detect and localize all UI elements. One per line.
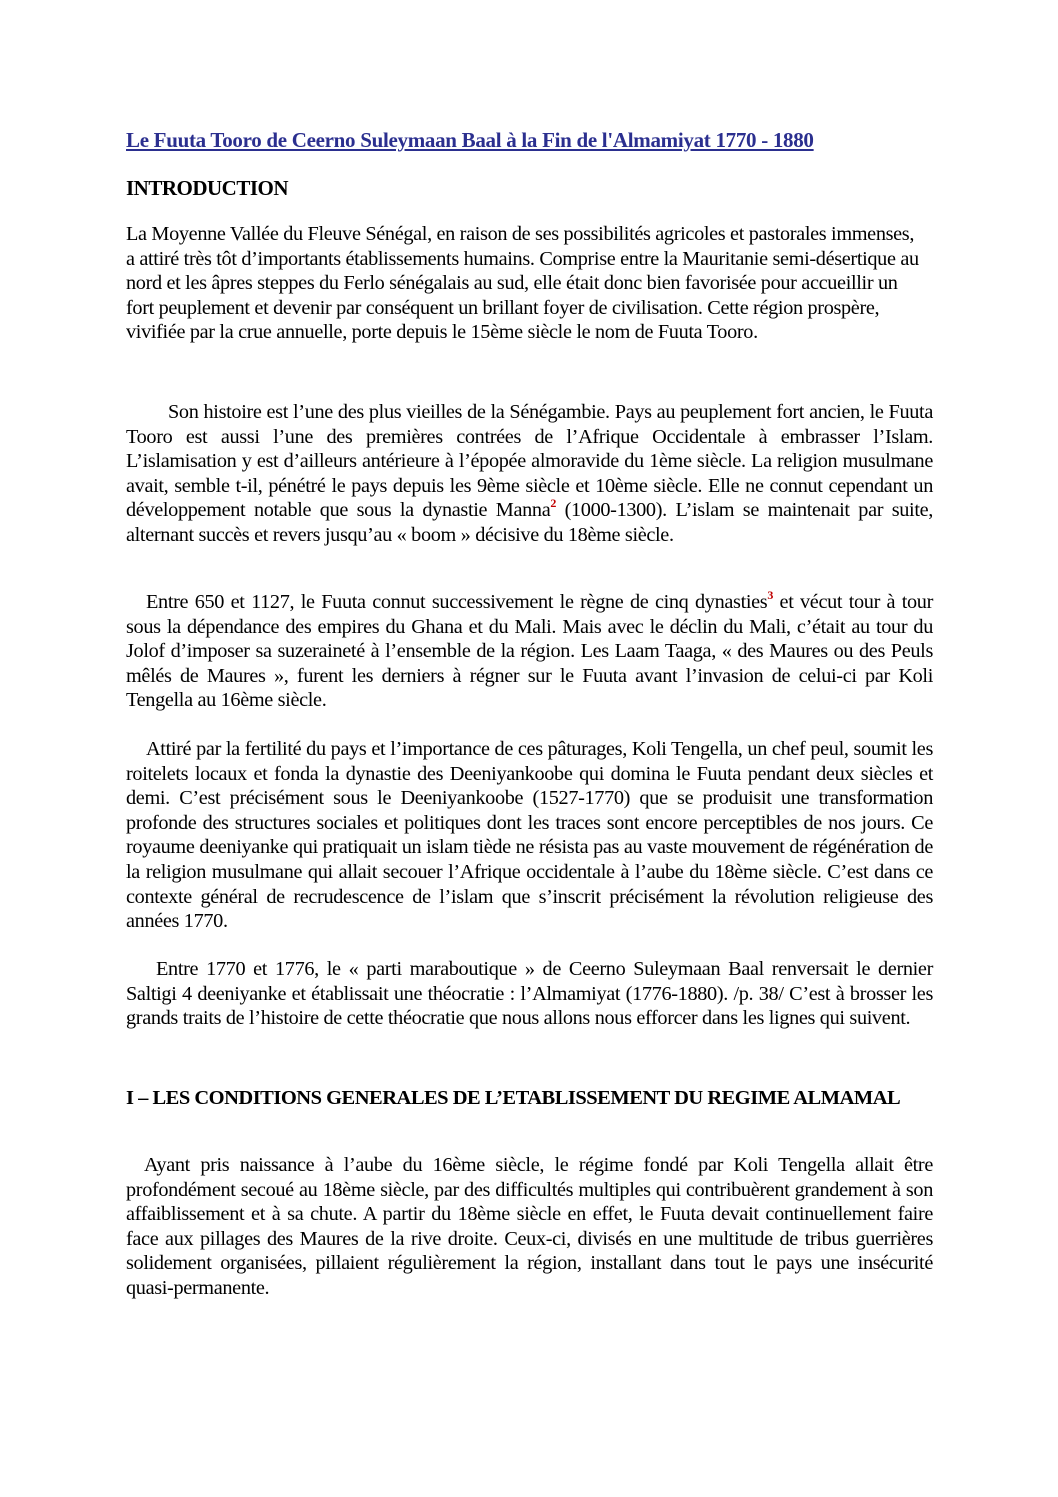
paragraph-2-text-a: Son histoire est l’une des plus vieilles de la Sénégambie. Pays au peuplement fort ancien, le Fuuta Tooro est aussi l’une des premières contrées de l’Afrique Occidentale à embrasser l’Islam. L’islamisation y est d’ailleurs antérieure à l’épopée almoravide du 1ème siècle. La religion musulmane avait, semble t-il, pénétré le pays depuis les 9ème siècle et 10ème siècle. Elle ne connut cependant un développement notable que sous la dynastie Manna [126,401,933,522]
paragraph-3-text-b: et vécut tour à tour sous la dépendance des empires du Ghana et du Mali. Mais avec le déclin du Mali, c’était au tour du Jolof d’imposer sa suzeraineté à l’ensemble de la région. Les Laam Taaga, « des Maures ou des Peuls mêlés de Maures », furent les derniers à régner sur le Fuuta avant l’invasion de celui-ci par Koli Tengella au 16ème siècle. [126,591,933,712]
section-heading-introduction: INTRODUCTION [126,176,289,200]
paragraph-3 [126,590,933,713]
section-heading-1: I – LES CONDITIONS GENERALES DE L’ETABLISSEMENT DU REGIME ALMAMAL [126,1087,901,1109]
paragraph-1: La Moyenne Vallée du Fleuve Sénégal, en raison de ses possibilités agricoles et pastorales immenses, a attiré très tôt d’importants établissements humains. Comprise entre la Mauritanie semi-désertique au nord et les âpres steppes du Ferlo sénégalais au sud, elle était donc bien favorisée pour accueillir un fort peuplement et devenir par conséquent un brillant foyer de civilisation. Cette région prospère, vivifiée par la crue annuelle, porte depuis le 15ème siècle le nom de Fuuta Tooro. [126,223,919,344]
footnote-ref-2[interactable]: 2 [550,496,556,511]
paragraph-6: Ayant pris naissance à l’aube du 16ème siècle, le régime fondé par Koli Tengella allait être profondément secoué au 18ème siècle, par des difficultés multiples qui contribuèrent grandement à son affaiblissement et à sa chute. A partir du 18ème siècle en effet, le Fuuta devait continuellement faire face aux pillages des Maures de la rive droite. Ceux-ci, divisés en une multitude de tribus guerrières solidement organisées, pillaient régulièrement la région, installant dans tout le pays une insécurité quasi-permanente. [126,1154,933,1299]
paragraph-5: Entre 1770 et 1776, le « parti maraboutique » de Ceerno Suleymaan Baal renversait le dernier Saltigi 4 deeniyanke et établissait une théocratie : l’Almamiyat (1776-1880). /p. 38/ C’est à brosser les grands traits de l’histoire de cette théocratie que nous allons nous efforcer dans les lignes qui suivent. [126,958,933,1030]
document-title-link[interactable]: Le Fuuta Tooro de Ceerno Suleymaan Baal à la Fin de l'Almamiyat 1770 - 1880 [126,128,814,152]
paragraph-4: Attiré par la fertilité du pays et l’importance de ces pâturages, Koli Tengella, un chef peul, soumit les roitelets locaux et fonda la dynastie des Deeniyankoobe qui domina le Fuuta pendant deux siècles et demi. C’est précisément sous le Deeniyankoobe (1527-1770) que se produisit une transformation profonde des structures sociales et politiques dont les traces sont encore perceptibles de nos jours. Ce royaume deeniyanke qui pratiquait un islam tiède ne résista pas au vaste mouvement de régénération de la religion musulmane qui allait secouer l’Afrique occidentale à l’aube du 18ème siècle. C’est dans ce contexte général de recrudescence de l’islam que s’inscrit précisément la révolution religieuse des années 1770. [126,738,933,933]
footnote-ref-3[interactable]: 3 [767,588,773,602]
paragraph-3-text-a: Entre 650 et 1127, le Fuuta connut successivement le règne de cinq dynasties [146,591,768,613]
paragraph-2-text-b: (1000-1300). L’islam se maintenait par suite, alternant succès et revers jusqu’au « boom » décisive du 18ème siècle. [126,499,933,546]
paragraph-2 [126,400,933,548]
